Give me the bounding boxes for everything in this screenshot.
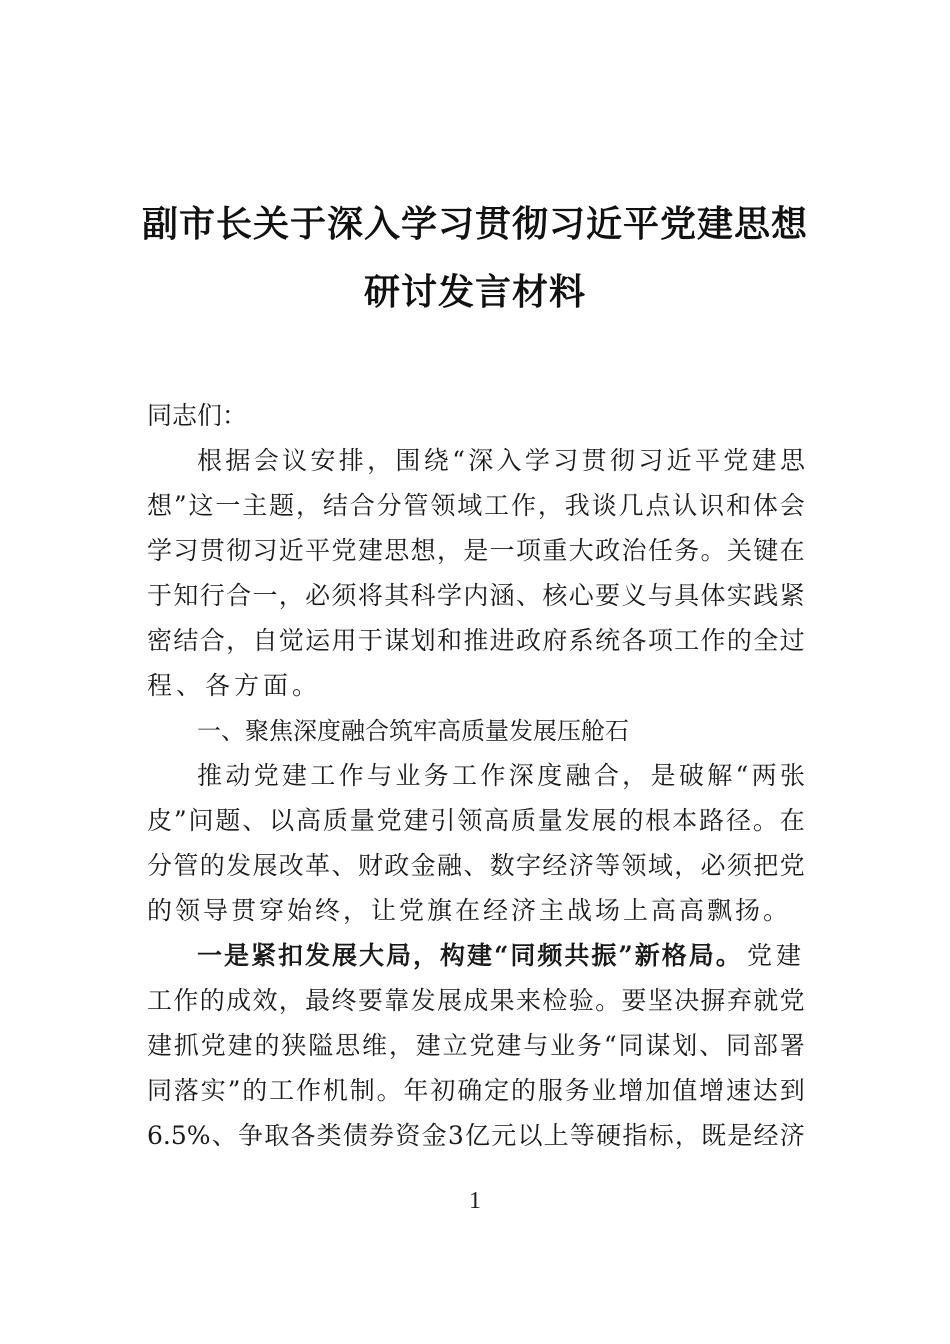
point-text: 党建 — [746, 941, 805, 970]
paragraph-line: 分 管 的 发 展 改 革 、 财 政 金 融 、 数 字 经 济 等 领 域 ， 必 须 把 党 — [147, 851, 805, 880]
paragraph-line: 学 习 贯 彻 习 近 平 党 建 思 想 ， 是 一 项 重 大 政 治 任 务 。 关 键 在 — [147, 536, 805, 565]
paragraph-line: 皮 ” 问 题 、 以 高 质 量 党 建 引 领 高 质 量 发 展 的 根 本 路 径 。 在 — [147, 806, 805, 835]
paragraph-line: 6.5% 、 争 取 各 类 债 券 资 金 3 亿 元 以 上 等 硬 指 标 ， 既 是 经 济 — [147, 1121, 805, 1150]
paragraph-line: 推 动 党 建 工 作 与 业 务 工 作 深 度 融 合 ， 是 破 解 “ 两 张 — [197, 761, 805, 790]
paragraph-line: 想 ” 这 一 主 题 ， 结 合 分 管 领 域 工 作 ， 我 谈 几 点 认 识 和 体 会 — [147, 491, 805, 520]
paragraph-line: 的领导贯穿始终，让党旗在经济主战场上高高飘扬。 — [147, 896, 792, 925]
point-title: 一是紧扣发展大局，构建“同频共振”新格局。 — [197, 941, 743, 970]
salutation: 同志们： — [147, 401, 248, 430]
paragraph-line: 程、各方面。 — [147, 671, 322, 700]
paragraph-line: 根 据 会 议 安 排 ， 围 绕 “ 深 入 学 习 贯 彻 习 近 平 党 建 思 — [197, 446, 805, 475]
paragraph-line: 建 抓 党 建 的 狭 隘 思 维 ， 建 立 党 建 与 业 务 “ 同 谋 划 、 同 部 署 — [147, 1031, 805, 1060]
section-heading: 一、聚焦深度融合筑牢高质量发展压舱石 — [197, 717, 629, 745]
page-number: 1 — [469, 1188, 481, 1214]
paragraph-line: 密 结 合 ， 自 觉 运 用 于 谋 划 和 推 进 政 府 系 统 各 项 工 作 的 全 过 — [147, 626, 805, 655]
paragraph-line: 于 知 行 合 一 ， 必 须 将 其 科 学 内 涵 、 核 心 要 义 与 具 体 实 践 紧 — [147, 581, 805, 610]
paragraph-line: 同 落 实 ” 的 工 作 机 制 。 年 初 确 定 的 服 务 业 增 加 值 增 速 达 到 — [147, 1076, 805, 1105]
paragraph-line: 工 作 的 成 效 ， 最 终 要 靠 发 展 成 果 来 检 验 。 要 坚 决 摒 弃 就 党 — [147, 986, 805, 1015]
document-title-line-1: 副市长关于深入学习贯彻习近平党建思想 — [141, 204, 808, 245]
document-title-line-2: 研讨发言材料 — [363, 272, 586, 313]
point-line — [197, 938, 805, 974]
